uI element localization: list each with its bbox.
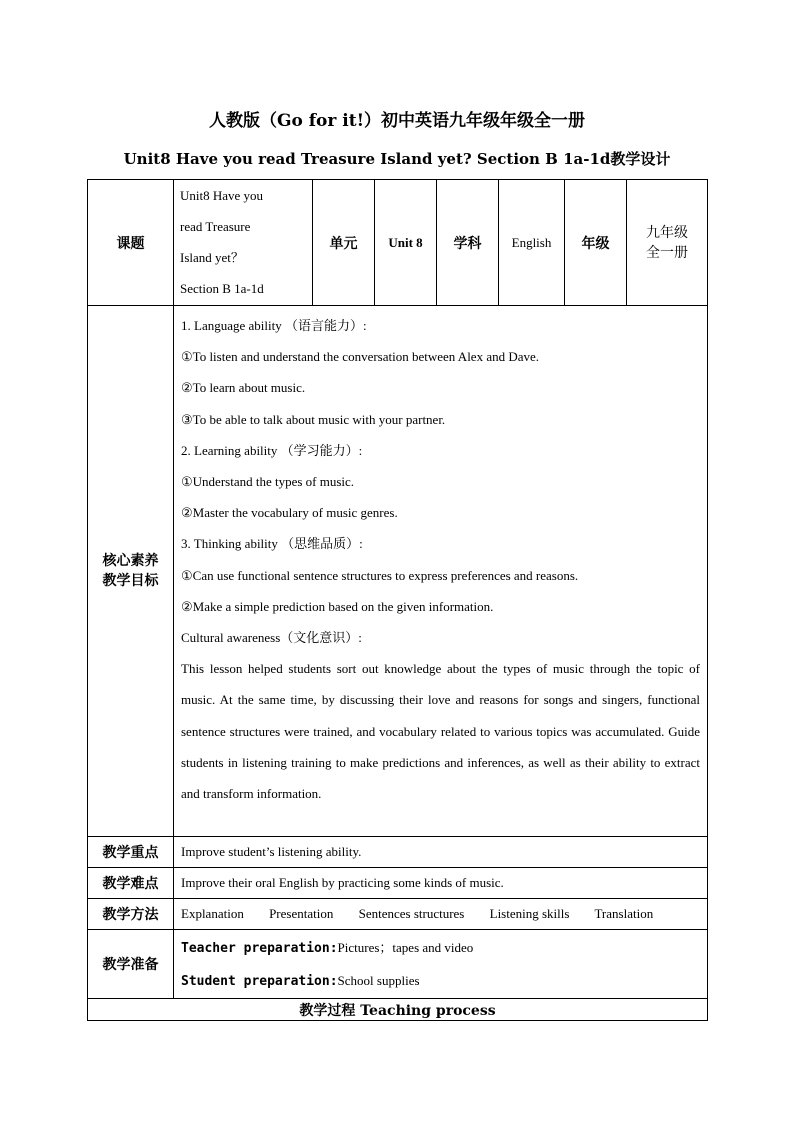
goal-line: 3. Thinking ability （思维品质）: (181, 536, 363, 552)
goal-line: 2. Learning ability （学习能力）: (181, 442, 363, 458)
teacher-preparation-label: Teacher preparation: (181, 941, 338, 956)
info-row (88, 180, 708, 306)
teacher-preparation (181, 932, 700, 965)
student-preparation-value: School supplies (337, 973, 420, 988)
preparation-row (88, 930, 708, 999)
goal-line: ①Can use functional sentence structures to express preferences and reasons. (181, 567, 579, 583)
difficulties-label: 教学难点 (88, 868, 174, 899)
unit-label: 单元 (313, 180, 375, 306)
goal-line: ①Understand the types of music. (181, 474, 355, 490)
lesson-title-cell (174, 180, 313, 306)
lesson-line: Unit8 Have you (180, 188, 264, 203)
goal-line: ②To learn about music. (181, 380, 306, 396)
goals-label (88, 306, 174, 837)
method-item: Explanation (181, 906, 244, 921)
teacher-preparation-value: Pictures；tapes and video (337, 940, 474, 955)
difficulties-row (88, 868, 708, 899)
grade-label: 年级 (565, 180, 627, 306)
method-item: Sentences structures (358, 906, 465, 921)
document-title: 人教版（Go for it!）初中英语九年级年级全一册 (208, 111, 586, 131)
lesson-plan-table (87, 179, 708, 1021)
goal-line: ①To listen and understand the conversation between Alex and Dave. (181, 349, 540, 365)
difficulties-value: Improve their oral English by practicing some kinds of music. (174, 868, 708, 899)
goal-line: ③To be able to talk about music with your partner. (181, 411, 446, 427)
process-row (88, 999, 708, 1021)
subject-value: English (499, 180, 565, 306)
goals-content (174, 306, 708, 837)
topic-label: 课题 (88, 180, 174, 306)
methods-label: 教学方法 (88, 899, 174, 930)
key-points-row (88, 837, 708, 868)
unit-value: Unit 8 (375, 180, 437, 306)
student-preparation-label: Student preparation: (181, 974, 338, 989)
grade-line: 全一册 (646, 244, 688, 261)
preparation-value (174, 930, 708, 999)
lesson-line: read Treasure (180, 219, 251, 234)
method-item: Translation (594, 906, 654, 921)
grade-line: 九年级 (646, 224, 688, 241)
lesson-line: Section B 1a-1d (180, 281, 264, 296)
preparation-label: 教学准备 (88, 930, 174, 999)
goals-row (88, 306, 708, 837)
key-points-label: 教学重点 (88, 837, 174, 868)
methods-row (88, 899, 708, 930)
goals-label-line: 核心素养 (102, 553, 159, 569)
goal-line: ②Master the vocabulary of music genres. (181, 505, 398, 521)
key-points-value: Improve student’s listening ability. (174, 837, 708, 868)
lesson-line: Island yet？ (180, 250, 244, 265)
goal-line: ②Make a simple prediction based on the given information. (181, 598, 494, 614)
cultural-awareness-paragraph: This lesson helped students sort out knowledge about the types of music through the topic of music. At the same time, by discussing their love and reasons for songs and singers, functional sentence structures were trained, and vocabulary related to various topics was accumulated. Guide students in listening training to make predictions and inferences, as well as their ability to extract and transform information. (181, 661, 700, 802)
goal-line: Cultural awareness（文化意识）: (181, 630, 362, 646)
document-subtitle: Unit8 Have you read Treasure Island yet? Section B 1a-1d教学设计 (123, 150, 671, 168)
goals-label-line: 教学目标 (102, 573, 159, 589)
grade-value (627, 180, 708, 306)
student-preparation (181, 965, 700, 998)
teaching-process-header: 教学过程 Teaching process (88, 999, 708, 1021)
method-item: Listening skills (489, 906, 570, 921)
method-item: Presentation (269, 906, 334, 921)
subject-label: 学科 (437, 180, 499, 306)
methods-value (174, 899, 708, 930)
goal-line: 1. Language ability （语言能力）: (181, 318, 367, 333)
